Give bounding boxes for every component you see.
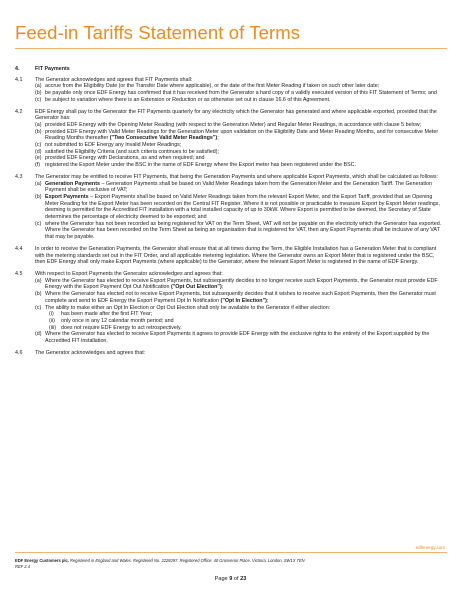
clause-4-2 [15, 109, 445, 169]
clause-number: 4.2 [15, 108, 23, 115]
clause-text: With respect to Export Payments the Generator acknowledges and agrees that: [35, 270, 223, 277]
section-title: FIT Payments [35, 66, 70, 72]
list-item: (b) Export Payments – Export Payments shall be based on Valid Meter Readings taken from the relevant Export Meter, and the Export Tariff, provided that an Opening Meter Reading for the Export Meter has been recorded on the Central FIT Register. Where it is not possible or practicable to measure Export by Export Meter readings, deeming is permitted for the Accredited FIT installation with a total installed capacity of up to 30kW. Where Export is permitted to be deemed, the Secretary of State determines the percentage of electricity deemed to be exported; and [35, 193, 440, 221]
defined-term: Export Payments [45, 193, 89, 200]
clause-number: 4.4 [15, 245, 23, 252]
list-item: (c) be subject to variation where there is an Extension or Reduction or as otherwise set out in clause 16.6 of this Agreement. [35, 96, 331, 103]
list-item: (d) Where the Generator has elected to receive Export Payments it agrees to provide EDF Energy with the exclusive rights to the entirety of the Export supplied by the Accredited FIT installation. [35, 331, 430, 345]
list-item: (b) Where the Generator has elected not to receive Export Payments, but subsequently decides that it wishes to receive such Export Payments, then the Generator must complete and send to EDF Energy the Export Payment Opt In Notification ("Opt In Election"); [35, 291, 436, 304]
section-heading [15, 66, 445, 73]
clause-text: The Generator may be entitled to receive FIT Payments, that being the Generation Payments and where applicable Export Payments, which shall be calculated as follows: [35, 173, 438, 180]
sub-list-item: (iii) does not require EDF Energy to act retrospectively. [49, 324, 182, 331]
clause-4-1 [15, 77, 445, 104]
defined-term: ("Opt Out Election") [170, 284, 222, 291]
clause-4-5 [15, 271, 445, 345]
header-rule [15, 48, 447, 49]
list-item: (f) registered the Export Meter under the BSC in the name of EDF Energy where the Export meter has been registered under the BSC. [35, 162, 356, 169]
clause-text: The Generator acknowledges and agrees that FIT Payments shall: [35, 76, 193, 83]
defined-term: Generation Payments [45, 180, 100, 187]
list-item: (e) provided EDF Energy with Declarations, as and when required; and [35, 155, 205, 162]
clause-number: 4.5 [15, 270, 23, 277]
clause-number: 4.6 [15, 349, 23, 356]
footer-rule [15, 552, 447, 553]
sub-list-item: (i) has been made after the first FIT Year; [49, 311, 153, 318]
company-name: EDF Energy Customers plc. [15, 558, 69, 563]
defined-term: ("Two Consecutive Valid Meter Readings") [109, 135, 218, 142]
defined-term: ("Opt In Election") [220, 297, 267, 304]
list-item: (a) Generation Payments – Generation Payments shall be based on Valid Meter Readings taken from the Generation Meter and the Generation Tariff. The Generation Payment shall be exclusive of VAT; [35, 180, 432, 194]
clause-text: The Generator acknowledges and agrees that: [35, 349, 146, 356]
list-item: (a) provided EDF Energy with the Opening Meter Reading (with respect to the Generation Meter) and Regular Meter Readings, in accordance with clause 5 below; [35, 121, 422, 128]
page-number: Page 9 of 23 [214, 576, 247, 582]
list-item: (a) accrue from the Eligibility Date (or the Transfer Date where applicable), or the date of the first Meter Reading if taken on such other later date; [35, 83, 380, 90]
list-item: (b) provided EDF Energy with Valid Meter Readings for the Generation Meter upon validation on the Eligibility Date and Meter Reading Months, and for consecutive Meter Reading Months thereafter ("Two Consecutive Valid Meter Readings"); [35, 128, 439, 142]
list-item: (c) where the Generator has not been recorded as being registered for VAT on the Term Sheet, VAT will not be payable on the electricity which the Generator has exported. Where the Generator has been recorded on the Term Sheet as being an organisation that is registered for VAT, then any Export Payments shall be inclusive of any VAT that may be payable. [35, 220, 442, 241]
list-item: (c) not submitted to EDF Energy any Invalid Meter Readings; [35, 142, 182, 149]
list-item: (c) The ability to make either an Opt In Election or Opt Out Election shall only be available to the Generator if either election: (i) has been made after the first FIT Year; (ii) only once in any 12 calendar month period; and (iii) does not require EDF Energy to act retrospectively. [35, 305, 445, 332]
website-link[interactable]: edfenergy.com [415, 545, 445, 550]
clause-number: 4.1 [15, 76, 23, 83]
clause-4-3 [15, 174, 445, 241]
document-title: Feed-in Tariffs Statement of Terms [15, 22, 301, 43]
reference-code: REF 2.4 [15, 563, 30, 569]
clause-4-4 [15, 246, 445, 266]
sub-list-item: (ii) only once in any 12 calendar month period; and [49, 317, 174, 324]
clause-text: EDF Energy shall pay to the Generator the FIT Payments quarterly for any electricity which the Generator has generated and where applicable exported, provided that the Generator has: [35, 108, 437, 122]
clause-number: 4.3 [15, 173, 23, 180]
clause-4-6 [15, 350, 445, 357]
list-item: (d) satisfied the Eligibility Criteria (and such criteria continues to be satisfied); [35, 148, 220, 155]
document-body [15, 66, 445, 361]
list-item: (a) Where the Generator has elected to receive Export Payments, but subsequently decides to no longer receive such Export Payments, the Generator must provide EDF Energy with the Export Payment Opt Out Notification ("Opt Out Election"); [35, 277, 438, 291]
section-number: 4. [15, 66, 20, 72]
page-footer [15, 558, 445, 570]
clause-text: In order to receive the Generation Payments, the Generator shall ensure that at all times during the Term, the Eligible Installation has a Generation Meter that is compliant with the metering standards set out in the FIT Order, and all applicable metering legislation. Where the Generator owns an Export Meter that is registered under the BSC, then EDF Energy shall only make Export Payments (where applicable) to the Generator, where the relevant Export Meter is registered in the name of EDF Energy. [35, 245, 437, 266]
list-item: (b) be payable only once EDF Energy has confirmed that it has received from the Generator a hard copy of a validly executed version of this FIT Statement of Terms; and [35, 90, 437, 97]
registration-info: Registered in England and Wales. Registered No. 2228297. Registered Office: 40 Grosvenor Place, Victoria, London, SW1X 7EN [68, 558, 305, 563]
